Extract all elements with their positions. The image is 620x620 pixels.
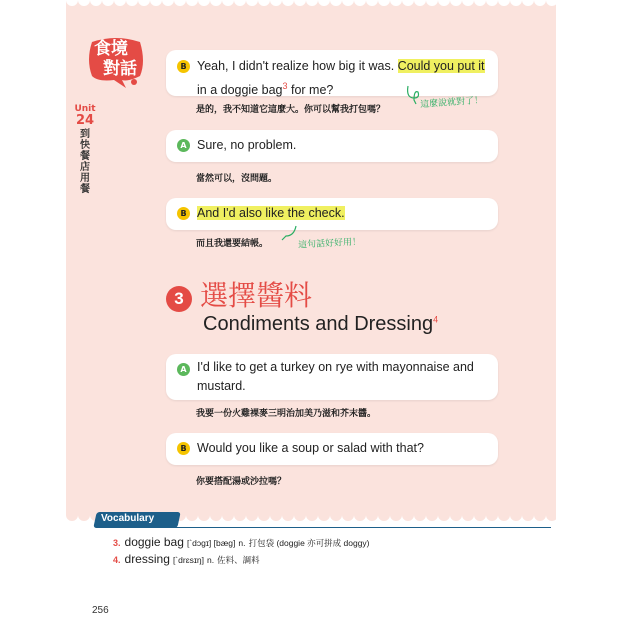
- vocab-pos: n.: [207, 555, 215, 565]
- dialogue-bubble-b-1: [166, 50, 498, 96]
- dialogue-text: Yeah, I didn't realize how big it was.: [197, 59, 395, 73]
- translation-zh: 是的，我不知道它這麼大。你可以幫我打包嗎？: [196, 105, 386, 115]
- vocabulary-item: [113, 535, 370, 549]
- translation-zh: 當然可以，沒問題。: [196, 174, 278, 184]
- curl-arrow-icon: [278, 224, 298, 242]
- vocab-ipa: [`dɔgɪ] [bæg]: [186, 538, 236, 548]
- translation-zh: 而且我還要結帳。: [196, 239, 269, 249]
- dialogue-line: [197, 56, 488, 100]
- dialogue-text: I'd like to get a turkey on rye with mayonnaise and mustard.: [197, 360, 474, 393]
- handwritten-note: 這句話好好用！: [297, 237, 362, 251]
- vocab-number: 3.: [113, 538, 121, 548]
- dialogue-bubble-a-2: [166, 354, 498, 400]
- dialogue-text: Would you like a soup or salad with that?: [197, 441, 424, 455]
- speaker-a-badge: A: [177, 363, 190, 376]
- vocab-word: dressing: [124, 552, 170, 566]
- dialogue-line: [197, 203, 488, 223]
- speaker-b-badge: B: [177, 60, 190, 73]
- section-title-en-text: Condiments and Dressing: [203, 313, 434, 335]
- section-number: 3: [166, 286, 192, 312]
- unit-word: Unit: [74, 104, 96, 114]
- dialogue-text: in a doggie bag: [197, 83, 283, 98]
- unit-title: 到快餐店用餐: [80, 129, 90, 195]
- vocab-ipa: [`drɛsɪŋ]: [172, 555, 204, 565]
- footnote-marker: 4: [433, 314, 439, 325]
- logo-text-line2: 對話: [103, 59, 137, 79]
- page-number: 256: [92, 605, 109, 616]
- dialogue-bubble-a-1: [166, 130, 498, 162]
- unit-label: [70, 104, 100, 195]
- scallop-border-top: [66, 0, 556, 14]
- translation-zh: 你要搭配湯或沙拉嗎？: [196, 477, 287, 487]
- section-title-zh: 選擇醬料: [200, 279, 313, 312]
- dialogue-text: Sure, no problem.: [197, 138, 297, 152]
- vocabulary-divider: [111, 527, 551, 528]
- speaker-a-badge: A: [177, 139, 190, 152]
- vocabulary-item: [113, 552, 260, 566]
- handwritten-note: 這麼說就對了！: [419, 95, 484, 111]
- vocab-pos: n.: [238, 538, 246, 548]
- unit-number: 24: [75, 113, 95, 128]
- footnote-marker: 3: [282, 81, 288, 91]
- vocab-meaning: 佐料、調料: [217, 555, 260, 565]
- logo-text-line1: 食境: [94, 39, 128, 59]
- vocab-number: 4.: [113, 555, 121, 565]
- translation-zh: 我要一份火雞裸麥三明治加美乃滋和芥末醬。: [196, 409, 377, 419]
- dialogue-bubble-b-3: [166, 433, 498, 465]
- dialogue-text: for me?: [287, 83, 334, 98]
- speaker-b-badge: B: [177, 442, 190, 455]
- dialogue-highlight: Could you put it: [397, 59, 485, 73]
- dialogue-bubble-b-2: [166, 198, 498, 230]
- section-title-en: [203, 313, 438, 336]
- vocab-meaning: 打包袋 (doggie 亦可拼成 doggy): [248, 538, 370, 548]
- vocab-word: doggie bag: [124, 535, 184, 549]
- dialogue-highlight: And I'd also like the check.: [197, 206, 345, 220]
- speaker-b-badge: B: [177, 207, 190, 220]
- vocabulary-label: Vocabulary: [101, 513, 155, 524]
